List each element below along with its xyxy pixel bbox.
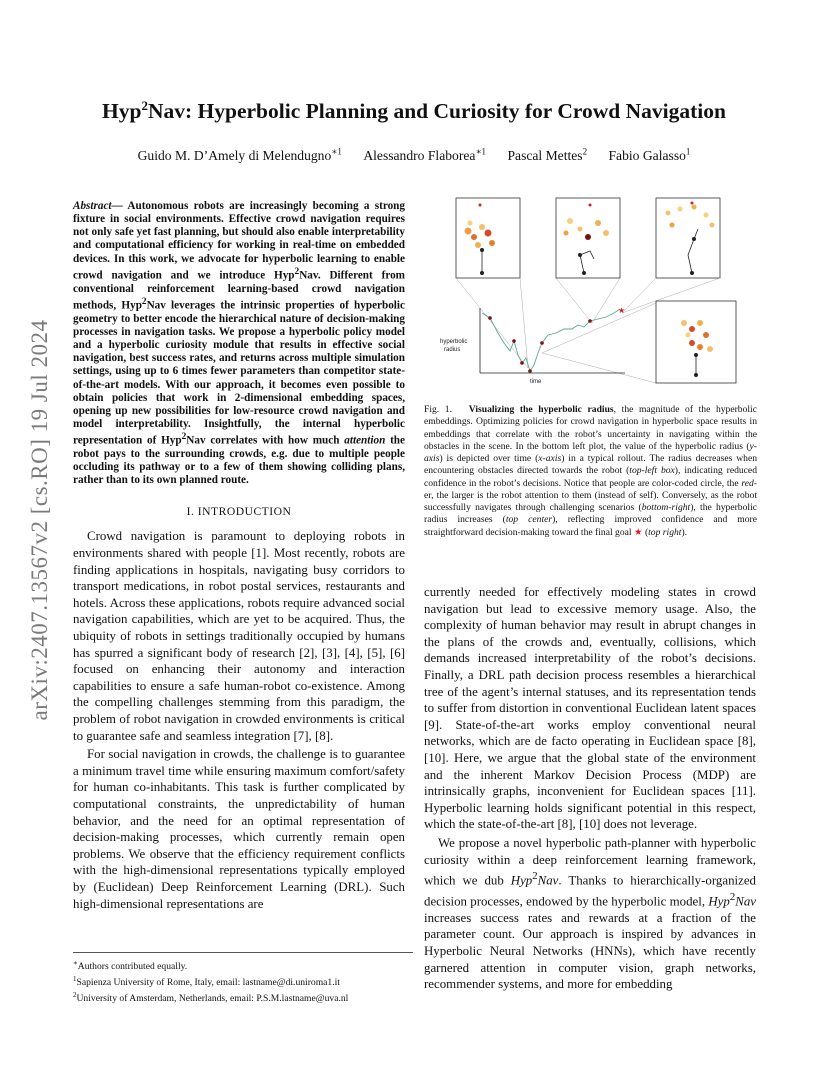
arxiv-stamp-text: arXiv:2407.13567v2 [cs.RO] 19 Jul 2024 — [27, 319, 52, 721]
x-axis-label: time — [530, 379, 542, 385]
svg-text:★: ★ — [618, 306, 626, 315]
paper-title — [0, 98, 828, 124]
scene-box-top-left — [456, 198, 520, 278]
body-paragraph: We propose a novel hyperbolic path-planner with hyperbolic curiosity within a deep reinforcement learning framework, which we dub Hyp$^2$Nav. Thanks to hierarchically-organized decision processes, endowed by the hyperbolic model, Hyp$^2$Nav increases success rates and rewards at a fraction of the parameter count. Our approach is inspired by advances in Hyperbolic Neural Networks (HNNs), which have recently garnered attention in computer vision, graph networks, recommender systems, and more for embedding — [424, 835, 756, 992]
section-heading: I. INTRODUCTION — [186, 505, 292, 519]
scene-box-bottom-right — [656, 301, 736, 383]
author: Pascal Mettes$^2$ — [507, 146, 588, 163]
body-paragraph: currently needed for effectively modeling states in crowd navigation but lead to excessive memory usage. Also, the complexity of human behavior may result in abrupt changes in the plans of the crowds and, eventually, collisions, which demands increased interpretability of the robot’s decisions. Finally, a DRL path decision process resembles a hierarchical tree of the agent’s internal statuses, and its representation tends to suffer from distortion in conventional Euclidean latent spaces [9]. State-of-the-art works employ conventional neural networks, which are de facto operating in Euclidean space [8], [10]. Here, we argue that the global state of the environment and the inherent Markov Decision Process (MDP) are intrinsically graphs, inconvenient for Euclidean spaces [11]. Hyperbolic learning holds significant potential in this respect, which the state-of-the-art [8], [10] does not leverage. — [424, 585, 756, 832]
radius-plot — [440, 306, 625, 385]
figure-caption: Fig. 1. Visualizing the hyperbolic radius, the magnitude of the hyperbolic embeddings. Optimizing policies for crowd navigation in hyperbolic space results in embeddings that correlate with the robot’s uncertainty in navigating within the obstacles in the scene. In the bottom left plot, the value of the hyperbolic radius (y-axis) is depicted over time (x-axis) in a typical rollout. The radius decreases when encountering obstacles directed towards the robot (top-left box), indicating reduced confidence in the robot’s decisions. Notice that people are color-coded circle, the red-er, the larger is the robot attention to them (instead of self). Conversely, as the robot successfully navigates through challenging scenarios (bottom-right), the hyperbolic radius increases (top center), reflecting improved confidence and more straightforward decision-making toward the final goal ★ (top right). — [424, 404, 757, 538]
title-part: Hyp — [102, 99, 142, 124]
footnote: $^2$University of Amsterdam, Netherlands, email: P.S.M.lastname@uva.nl — [73, 991, 349, 1005]
footnotes — [73, 952, 413, 1006]
footnote: $^1$Sapienza University of Rome, Italy, email: lastname@di.uniroma1.it — [73, 975, 340, 989]
figure-1 — [430, 193, 760, 393]
author: Guido M. D’Amely di Melendugno$^{∗1}$ — [137, 146, 342, 163]
title-part: Nav: Hyperbolic Planning and Curiosity for Crowd Navigation — [147, 99, 726, 124]
body-paragraph: For social navigation in crowds, the challenge is to guarantee a minimum travel time while ensuring maximum comfort/safety for human co-inhabitants. This task is further complicated by computational constraints, the unpredictability of human behavior, and the need for an optimal representation of decision-making processes, which currently remain open problems. We observe that the efficiency requirement conflicts with the high-dimensional representations typically employed by (Euclidean) Deep Reinforcement Learning (DRL). Such high-dimensional representations are — [73, 747, 405, 911]
arxiv-stamp — [22, 300, 58, 740]
left-column — [73, 200, 405, 912]
footnote: ∗Authors contributed equally. — [73, 959, 188, 973]
abstract-label: Abstract — [73, 200, 112, 212]
author: Alessandro Flaborea$^{∗1}$ — [363, 146, 487, 163]
scene-box-top-right — [656, 198, 720, 278]
title-sup: 2 — [141, 98, 148, 113]
right-column — [424, 584, 756, 993]
scene-box-top-center — [556, 198, 620, 278]
author: Fabio Galasso$^1$ — [608, 146, 691, 163]
goal-star-icon: ★ — [633, 526, 643, 538]
y-axis-label: radius — [444, 347, 461, 353]
body-paragraph: Crowd navigation is paramount to deploying robots in environments shared with people [1]. Most recently, robots are finding applications in hospitals, navigating busy corridors to transport medications, in robot postal services, restaurants and hotels. Across these applications, robots require advanced social navigation capabilities, which are yet to be acquired. Thus, the ubiquity of robots in settings traditionally occupied by humans has spurred a significant body of research [2], [3], [4], [5], [6] focused on enhancing their autonomy and interaction capabilities to ensure a safe human-robot co-existence. Among the compelling challenges stemming from this paradigm, the problem of robot navigation in crowded environments is critical to guarantee safe and seamless integration [7], [8]. — [73, 529, 405, 743]
abstract: Abstract— Autonomous robots are increasingly becoming a strong fixture in social environments. Effective crowd navigation requires not only safe yet fast planning, but should also enable interpretability and computational efficiency for working in real-time on embedded devices. In this work, we advocate for hyperbolic learning to enable crowd navigation and we introduce Hyp$^2$Nav. Different from conventional reinforcement learning-based crowd navigation methods, Hyp$^2$Nav leverages the intrinsic properties of hyperbolic geometry to better encode the hierarchical nature of decision-making processes in navigation tasks. We propose a hyperbolic policy model and a hyperbolic curiosity module that results in effective social navigation, best success rates, and returns across multiple simulation settings, using up to 6 times fewer parameters than competitor state-of-the-art models. With our approach, it becomes even possible to obtain policies that work in 2-dimensional embedding spaces, opening up new possibilities for low-resource crowd navigation and model interpretability. Insightfully, the internal hyperbolic representation of Hyp$^2$Nav correlates with how much attention the robot pays to the surrounding crowds, e.g. due to multiple people occluding its pathway or to a few of them showing colliding plans, rather than to its own planned route. — [73, 200, 405, 487]
y-axis-label: hyperbolic — [440, 339, 468, 345]
author-list — [0, 146, 828, 164]
